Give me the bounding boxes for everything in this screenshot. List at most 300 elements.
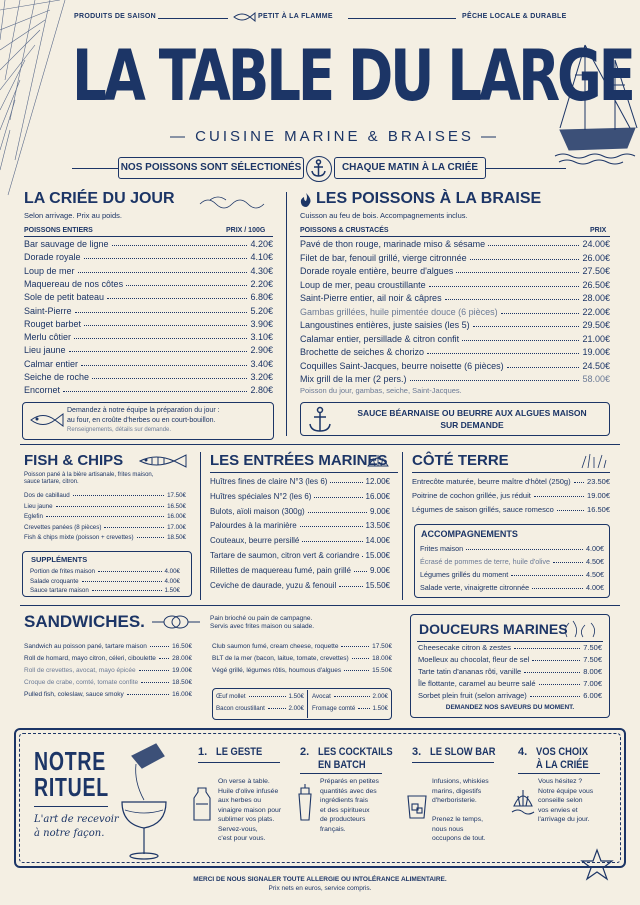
item-dots <box>73 495 164 496</box>
divider <box>307 690 308 718</box>
item-name: Bulots, aïoli maison (300g) <box>210 506 305 516</box>
step-text-line: et des spiritueux <box>320 806 370 814</box>
selection-badge: NOS POISSONS SONT SÉLECTIONÉS <box>118 157 304 179</box>
step-text-line: vinaigre maison pour <box>218 806 282 814</box>
item-name: Pulled fish, coleslaw, sauce smoky <box>24 691 124 698</box>
terre-title: CÔTÉ TERRE <box>412 452 509 469</box>
item-name: Langoustines entières, juste saisies (les 5) <box>300 320 470 330</box>
top-strip <box>0 10 640 26</box>
step-title-line2: EN BATCH <box>318 759 366 771</box>
menu-item-row <box>24 239 273 249</box>
item-name: Tartare de saumon, citron vert & coriandre <box>210 551 360 560</box>
item-price: 4.50€ <box>586 557 604 566</box>
item-dots <box>137 537 165 538</box>
item-price: 2.90€ <box>250 345 273 356</box>
item-price: 18.00€ <box>372 655 392 662</box>
item-dots <box>530 696 580 697</box>
menu-item-row <box>24 292 273 302</box>
item-dots <box>69 351 248 352</box>
item-dots <box>141 682 169 683</box>
item-name: Lieu jaune <box>24 345 66 356</box>
item-price: 3.40€ <box>250 358 273 369</box>
item-price: 7.50€ <box>583 643 602 652</box>
step-text-line: conseille selon <box>538 797 583 804</box>
divider <box>210 472 398 473</box>
item-dots <box>466 549 583 550</box>
sandwiches-subtitle2: Servis avec frites maison ou salade. <box>210 623 315 630</box>
divider <box>348 18 456 19</box>
item-name: Salade croquante <box>30 577 79 585</box>
mix-grill-detail: Poisson du jour, gambas, seiche, Saint-Jacques. <box>300 386 462 395</box>
menu-item-row <box>210 492 390 501</box>
item-name: Salade verte, vinaigrette citronnée <box>420 583 530 592</box>
item-name: Club saumon fumé, cream cheese, roquette <box>212 643 339 650</box>
step-text-line: Notre équipe vous <box>538 787 594 795</box>
item-name: Fish & chips mixte (poisson + crevettes) <box>24 534 134 542</box>
step-text-line: Vous hésitez ? <box>538 778 583 785</box>
item-name: Merlu côtier <box>24 332 72 343</box>
menu-item-row <box>420 583 604 592</box>
item-name: Végé grillé, légumes rôtis, houmous d'algues <box>212 667 342 674</box>
item-name: Avocat <box>312 693 331 700</box>
criee-note-line1: Demandez à notre équipe la préparation du jour : <box>67 407 220 414</box>
footer-prices: Prix nets en euros, service compris. <box>268 885 372 892</box>
item-price: 24.50€ <box>582 360 610 371</box>
menu-item-row <box>300 280 610 290</box>
criee-col-right: PRIX / 100G <box>226 227 266 234</box>
flame-icon <box>300 193 312 207</box>
step-text-line: marins, digestifs <box>432 787 482 795</box>
item-name: Calamar entier, persillade & citron confit <box>300 333 460 344</box>
item-dots <box>427 353 579 354</box>
item-name: Palourdes à la marinière <box>210 521 297 531</box>
menu-item-row <box>24 385 273 395</box>
menu-item-row <box>24 655 192 662</box>
item-name: Pavé de thon rouge, marinade miso & sésame <box>300 239 486 249</box>
anchor-icon <box>307 157 330 180</box>
item-name: Tarte tatin d'ananas rôti, vanille <box>418 667 522 676</box>
item-price: 4.00€ <box>586 583 604 592</box>
item-name: Calmar entier <box>24 358 79 369</box>
criee-note-line2: au four, en croûte d'herbes ou en court-bouillon. <box>67 417 216 424</box>
item-price: 6.80€ <box>250 292 273 303</box>
divider <box>72 168 118 169</box>
menu-item-row <box>300 361 610 371</box>
item-name: Bacon croustillant <box>216 705 265 712</box>
item-name: Loup de mer <box>24 265 75 276</box>
item-name: Île flottante, caramel au beurre salé <box>418 679 536 688</box>
menu-item-row <box>24 332 273 342</box>
item-name: Dorade royale <box>24 252 81 263</box>
item-price: 15.00€ <box>365 551 390 560</box>
menu-item-row <box>412 505 610 514</box>
divider <box>286 192 287 436</box>
item-dots <box>557 510 584 511</box>
item-dots <box>46 516 164 517</box>
divider <box>486 168 566 169</box>
item-dots <box>74 338 247 339</box>
divider <box>20 444 620 445</box>
step-text-line: Infusions, whiskies <box>432 778 489 785</box>
item-dots <box>78 272 248 273</box>
menu-item-row <box>24 252 273 262</box>
criee-badge: CHAQUE MATIN À LA CRIÉE <box>334 157 486 179</box>
item-name: Entrecôte maturée, beurre maître d'hôtel (250g) <box>412 477 571 486</box>
item-price: 22.00€ <box>582 306 610 317</box>
seaweed-icon <box>563 621 603 637</box>
item-dots <box>470 259 580 260</box>
item-dots <box>314 497 362 498</box>
item-price: 19.00€ <box>587 491 610 500</box>
step-text-line: nous nous <box>432 825 464 833</box>
item-price: 26.00€ <box>582 252 610 263</box>
item-price: 6.00€ <box>583 691 602 700</box>
item-price: 9.00€ <box>369 565 390 575</box>
item-dots <box>456 272 579 273</box>
item-price: 16.50€ <box>587 505 610 514</box>
step-title: LE SLOW BAR <box>430 746 496 758</box>
item-name: Gambas grillées, huile pimentée douce (6 pièces) <box>300 306 498 317</box>
menu-item-row <box>24 667 192 674</box>
item-dots <box>514 648 580 649</box>
item-name: Frites maison <box>420 544 464 553</box>
divider <box>158 18 228 19</box>
item-price: 4.30€ <box>250 265 273 276</box>
sauce-line2: SUR DEMANDE <box>440 420 504 430</box>
cocktail-shaker-icon <box>294 784 316 824</box>
step-text-line: ingrédients frais <box>320 797 368 804</box>
menu-item-row <box>418 691 602 700</box>
menu-item-row <box>24 359 273 369</box>
top-center-text: PETIT À LA FLAMME <box>258 13 333 20</box>
rituel-tagline-1: L'art de recevoir <box>34 814 119 825</box>
item-dots <box>358 708 369 709</box>
step-text-line: vos envies et <box>538 806 578 814</box>
criee-col-left: POISSONS ENTIERS <box>24 227 93 234</box>
menu-item-row <box>210 477 390 486</box>
divider <box>412 472 610 473</box>
desserts-footer: DEMANDEZ NOS SAVEURS DU MOMENT. <box>445 704 575 711</box>
menu-item-row <box>420 544 604 553</box>
item-dots <box>127 694 169 695</box>
rituel-title-2: RITUEL <box>34 772 109 802</box>
menu-item-row <box>24 266 273 276</box>
menu-item-row <box>418 667 602 676</box>
item-dots <box>300 526 363 527</box>
menu-item-row <box>24 691 192 698</box>
item-name: Légumes grillés du moment <box>420 570 509 579</box>
item-name: Eglefin <box>24 513 43 521</box>
item-price: 2.00€ <box>288 705 304 712</box>
rope-knot-icon <box>152 614 200 630</box>
item-name: Sorbet plein fruit (selon arrivage) <box>418 691 527 700</box>
item-dots <box>574 482 584 483</box>
step-text-line: Huile d'olive infusée <box>218 787 279 795</box>
criee-title: LA CRIÉE DU JOUR <box>24 190 175 207</box>
step-text-line: Prenez le temps, <box>432 816 483 823</box>
item-price: 4.20€ <box>250 239 273 249</box>
item-name: Crevettes panées (8 pièces) <box>24 523 102 531</box>
menu-item-row <box>30 578 180 585</box>
item-name: Saint-Pierre entier, ail noir & câpres <box>300 293 442 303</box>
item-name: Lieu jaune <box>24 502 53 510</box>
item-price: 21.00€ <box>582 333 610 344</box>
divider <box>402 452 403 600</box>
item-price: 3.90€ <box>250 318 273 329</box>
item-price: 2.80€ <box>250 385 273 396</box>
fish-subtitle2: sauce tartare, citron. <box>24 479 79 485</box>
whisky-glass-icon <box>406 784 428 824</box>
item-name: BLT de la mer (bacon, laitue, tomate, crevettes) <box>212 655 349 662</box>
item-price: 4.50€ <box>586 570 604 579</box>
menu-item-row <box>420 570 604 579</box>
step-number: 1. <box>198 746 208 758</box>
shell-icon <box>512 784 534 824</box>
menu-item-row <box>300 266 610 276</box>
menu-item-row <box>210 551 390 560</box>
anchor-icon <box>307 406 333 434</box>
item-dots <box>524 672 580 673</box>
item-price: 16.00€ <box>365 491 390 501</box>
step-text-line: français. <box>320 825 346 833</box>
oil-bottle-icon <box>192 784 214 824</box>
divider <box>300 773 382 774</box>
item-dots <box>539 684 581 685</box>
item-name: Mix grill de la mer (2 pers.) <box>300 374 407 384</box>
item-dots <box>511 575 583 576</box>
step-number: 3. <box>412 746 422 758</box>
step-text-line: l'arrivage du jour. <box>538 816 590 823</box>
item-price: 17.50€ <box>372 643 392 650</box>
step-title: VOS CHOIX <box>536 746 588 758</box>
item-name: Sandwich au poisson pané, tartare maison <box>24 643 147 650</box>
braise-subtitle: Cuisson au feu de bois. Accompagnements inclus. <box>300 211 468 220</box>
menu-item-row <box>212 667 392 674</box>
menu-item-row <box>24 279 273 289</box>
item-dots <box>159 658 169 659</box>
item-name: Couteaux, beurre persillé <box>210 536 300 546</box>
menu-item-row <box>210 521 390 530</box>
fish-icon <box>232 11 256 23</box>
divider <box>200 452 201 600</box>
step-title: LES COCKTAILS <box>318 746 393 758</box>
menu-item-row <box>210 536 390 545</box>
item-price: 29.50€ <box>582 320 610 330</box>
mix-grill-row <box>300 374 610 384</box>
menu-item-row <box>300 293 610 303</box>
item-dots <box>339 586 362 587</box>
step-text-line: quantités avec des <box>320 787 377 795</box>
item-price: 1.50€ <box>288 693 304 700</box>
braise-col-left: POISSONS & CRUSTACÉS <box>300 227 389 234</box>
menu-item-row <box>24 319 273 329</box>
item-name: Saint-Pierre <box>24 305 72 316</box>
item-name: Cheesecake citron & zestes <box>418 643 511 652</box>
item-dots <box>330 482 362 483</box>
criee-subtitle: Selon arrivage. Prix au poids. <box>24 211 122 220</box>
grass-icon <box>580 452 608 470</box>
item-price: 28.00€ <box>172 655 192 662</box>
item-price: 8.00€ <box>583 667 602 676</box>
menu-item-row <box>24 534 186 541</box>
item-price: 16.00€ <box>172 691 192 698</box>
item-dots <box>429 286 580 287</box>
item-name: Croque de crabe, comté, tomate confite <box>24 679 139 686</box>
menu-item-row <box>24 345 273 355</box>
menu-item-row <box>212 643 392 650</box>
item-price: 16.50€ <box>172 643 192 650</box>
item-dots <box>553 562 583 563</box>
menu-item-row <box>24 513 186 520</box>
menu-item-row <box>300 334 610 344</box>
item-dots <box>354 571 367 572</box>
menu-item-row <box>24 372 273 382</box>
item-name: Rouget barbet <box>24 318 82 329</box>
item-name: Maquereau de nos côtes <box>24 278 124 289</box>
item-name: Dorade royale entière, beurre d'algues <box>300 266 454 276</box>
menu-item-row <box>300 347 610 357</box>
anchor-badge <box>306 156 332 182</box>
rituel-title-1: NOTRE <box>34 746 106 776</box>
fish-chips-title: FISH & CHIPS <box>24 452 124 469</box>
step-text-line: On verse à table. <box>218 778 270 785</box>
item-dots <box>56 506 165 507</box>
step-number: 4. <box>518 746 528 758</box>
item-dots <box>308 512 367 513</box>
item-price: 27.50€ <box>582 266 610 276</box>
divider <box>34 806 108 807</box>
item-name: Rillettes de maquereau fumé, pain grillé <box>210 565 351 575</box>
item-price: 26.50€ <box>582 279 610 290</box>
item-dots <box>268 708 286 709</box>
desserts-title: DOUCEURS MARINES <box>419 621 568 637</box>
item-dots <box>63 391 247 392</box>
waves-decoration <box>200 194 266 208</box>
item-price: 1.50€ <box>372 705 388 712</box>
menu-item-row <box>210 507 390 516</box>
item-dots <box>473 326 580 327</box>
menu-item-row <box>210 566 390 575</box>
item-price: 16.00€ <box>167 513 186 521</box>
item-name: Ceviche de daurade, yuzu & fenouil <box>210 580 337 590</box>
item-price: 4.10€ <box>250 252 273 263</box>
item-price: 3.20€ <box>250 372 273 382</box>
item-dots <box>75 312 248 313</box>
fishing-net-illustration <box>0 0 70 200</box>
menu-item-row <box>24 643 192 650</box>
menu-item-row <box>300 253 610 263</box>
sandwiches-subtitle1: Pain brioché ou pain de campagne. <box>210 615 313 622</box>
item-name: Coquilles Saint-Jacques, beurre noisette (6 pièces) <box>300 360 504 371</box>
item-price: 4.00€ <box>164 568 180 575</box>
step-text-line: c'est pour vous. <box>218 835 266 842</box>
sandwiches-title: SANDWICHES. <box>24 612 145 631</box>
item-price: 5.20€ <box>250 305 273 316</box>
item-dots <box>334 696 370 697</box>
menu-item-row <box>30 587 180 594</box>
menu-item-row <box>418 643 602 652</box>
item-dots <box>84 258 248 259</box>
menu-item-row <box>412 491 610 500</box>
menu-item-row <box>210 581 390 590</box>
menu-item-row <box>300 320 610 330</box>
item-dots <box>462 340 579 341</box>
step-text-line: d'herboristerie. <box>432 797 477 804</box>
fish-icon <box>29 411 65 429</box>
item-dots <box>341 646 369 647</box>
menu-item-row <box>300 239 610 249</box>
divider <box>518 773 600 774</box>
item-name: Fromage comté <box>312 705 356 712</box>
item-name: Sauce tartare maison <box>30 587 89 594</box>
item-dots <box>344 670 369 671</box>
item-dots <box>445 299 580 300</box>
step-number: 2. <box>300 746 310 758</box>
item-price: 9.00€ <box>369 506 390 516</box>
step-text-line: occupons de tout. <box>432 835 486 842</box>
item-name: Encornet <box>24 385 61 396</box>
item-dots <box>98 571 162 572</box>
supplements-title: SUPPLÉMENTS <box>31 555 88 564</box>
accompaniments-title: ACCOMPAGNEMENTS <box>421 529 518 539</box>
item-price: 2.00€ <box>372 693 388 700</box>
divider <box>412 762 494 763</box>
item-dots <box>104 527 164 528</box>
item-dots <box>139 670 169 671</box>
item-price: 17.00€ <box>167 523 186 531</box>
menu-item-row <box>24 679 192 686</box>
item-price: 18.50€ <box>167 534 186 542</box>
extra-item-row <box>216 705 304 712</box>
desserts-box <box>410 614 610 718</box>
item-price: 12.00€ <box>365 477 390 486</box>
item-price: 7.00€ <box>583 679 602 688</box>
divider <box>20 605 620 606</box>
divider <box>24 236 273 237</box>
divider <box>300 236 610 237</box>
menu-item-row <box>24 503 186 510</box>
restaurant-title: LA TABLE DU LARGE <box>72 35 633 117</box>
menu-item-row <box>420 557 604 566</box>
item-price: 4.00€ <box>586 544 604 553</box>
menu-item-row <box>24 492 186 499</box>
item-name: Légumes de saison grillés, sauce romesco <box>412 505 554 514</box>
item-price: 14.00€ <box>365 536 390 546</box>
menu-item-row <box>418 655 602 664</box>
item-dots <box>302 541 362 542</box>
item-price: 19.00€ <box>582 347 610 357</box>
menu-item-row <box>418 679 602 688</box>
entrees-title: LES ENTRÉES MARINES <box>210 452 388 469</box>
top-right-text: PÊCHE LOCALE & DURABLE <box>462 13 567 20</box>
sauce-box <box>300 402 610 436</box>
item-dots <box>488 245 579 246</box>
item-price: 28.00€ <box>582 293 610 303</box>
item-name: Écrasé de pommes de terre, huile d'olive <box>420 557 551 566</box>
cocktail-pour-illustration <box>110 742 180 866</box>
item-dots <box>249 696 286 697</box>
item-dots <box>81 365 247 366</box>
item-name: Roll de crevettes, avocat, mayo épicée <box>24 667 136 674</box>
item-price: 16.50€ <box>167 502 186 510</box>
item-price: 13.50€ <box>365 521 390 531</box>
braise-title: LES POISSONS À LA BRAISE <box>316 190 542 207</box>
item-dots <box>82 581 162 582</box>
rituel-tagline-2: à notre façon. <box>34 828 105 839</box>
menu-item-row <box>24 306 273 316</box>
step-text-line: de producteurs <box>320 816 366 823</box>
item-dots <box>107 298 247 299</box>
